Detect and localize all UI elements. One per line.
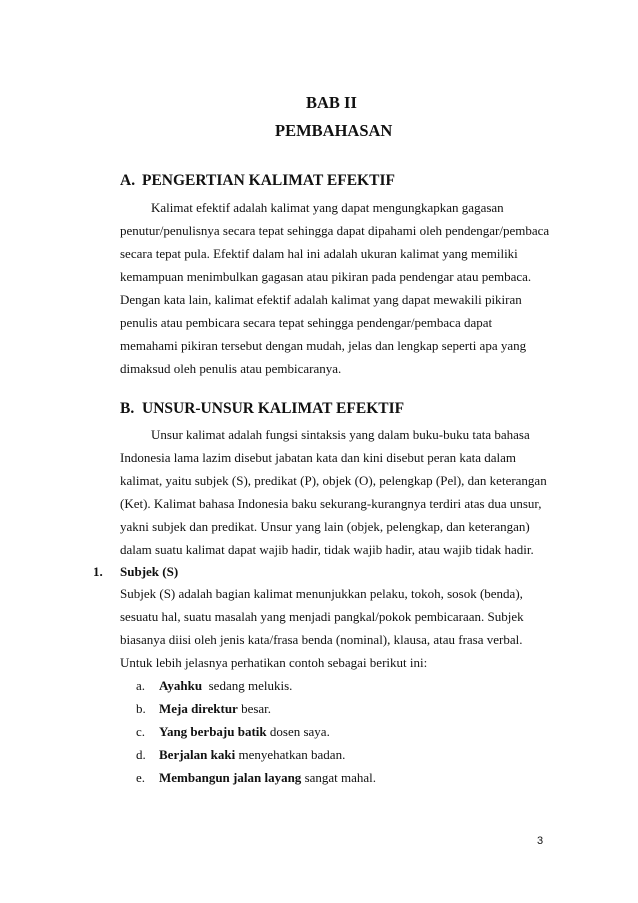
- section-b-line: (Ket). Kalimat bahasa Indonesia baku sekurang-kurangnya terdiri atas dua unsur,: [120, 496, 542, 511]
- section-a-line: Dengan kata lain, kalimat efektif adalah kalimat yang dapat mewakili pikiran: [120, 292, 522, 307]
- section-b-heading: UNSUR-UNSUR KALIMAT EFEKTIF: [142, 400, 405, 417]
- example-label: c.: [136, 724, 146, 739]
- example-rest: sedang melukis.: [202, 678, 293, 693]
- section-b-line: yakni subjek dan predikat. Unsur yang lain (objek, pelengkap, dan keterangan): [120, 519, 530, 534]
- subjek-heading: Subjek (S): [120, 564, 179, 579]
- example-rest: dosen saya.: [266, 724, 330, 739]
- subjek-line: Untuk lebih jelasnya perhatikan contoh sebagai berikut ini:: [120, 655, 428, 670]
- section-a-line: Kalimat efektif adalah kalimat yang dapat mengungkapkan gagasan: [151, 200, 504, 215]
- section-b-line: Indonesia lama lazim disebut jabatan kata dan kini disebut peran kata dalam: [120, 450, 516, 465]
- section-a-line: penulis atau pembicara secara tepat sehingga pendengar/pembaca dapat: [120, 315, 493, 330]
- section-a-label: A.: [120, 172, 136, 189]
- section-b-line: kalimat, yaitu subjek (S), predikat (P), objek (O), pelengkap (Pel), dan keterangan: [120, 473, 547, 488]
- section-a-line: memahami pikiran tersebut dengan mudah, jelas dan lengkap seperti apa yang: [120, 338, 527, 353]
- example-rest: besar.: [237, 701, 272, 716]
- example-item: [159, 678, 292, 694]
- subjek-line: biasanya diisi oleh jenis kata/frasa benda (nominal), klausa, atau frasa verbal.: [120, 632, 523, 647]
- example-subject: Membangun jalan layang: [159, 770, 302, 785]
- section-a-line: dimaksud oleh penulis atau pembicaranya.: [120, 361, 342, 376]
- section-a-line: kemampuan menimbulkan gagasan atau pikiran pada pendengar atau pembaca.: [120, 269, 532, 284]
- example-rest: sangat mahal.: [301, 770, 377, 785]
- subjek-line: sesuatu hal, suatu masalah yang menjadi pangkal/pokok pembicaraan. Subjek: [120, 609, 524, 624]
- subjek-line: Subjek (S) adalah bagian kalimat menunjukkan pelaku, tokoh, sosok (benda),: [120, 586, 523, 601]
- section-b-line: Unsur kalimat adalah fungsi sintaksis yang dalam buku-buku tata bahasa: [151, 427, 530, 442]
- example-item: [159, 701, 271, 717]
- chapter-title: PEMBAHASAN: [275, 121, 393, 140]
- example-item: [159, 747, 345, 763]
- example-subject: Ayahku: [159, 678, 203, 693]
- section-a-line: penutur/penulisnya secara tepat sehingga dapat dipahami oleh pendengar/pembaca: [120, 223, 550, 238]
- chapter-number: BAB II: [306, 93, 357, 112]
- example-subject: Berjalan kaki: [159, 747, 236, 762]
- section-b-line: dalam suatu kalimat dapat wajib hadir, tidak wajib hadir, atau wajib tidak hadir.: [120, 542, 534, 557]
- section-a-line: secara tepat pula. Efektif dalam hal ini adalah ukuran kalimat yang memiliki: [120, 246, 518, 261]
- subjek-number: 1.: [93, 564, 103, 579]
- example-item: [159, 770, 376, 786]
- example-label: e.: [136, 770, 146, 785]
- example-label: d.: [136, 747, 146, 762]
- example-subject: Yang berbaju batik: [159, 724, 267, 739]
- example-item: [159, 724, 330, 740]
- example-subject: Meja direktur: [159, 701, 238, 716]
- example-label: b.: [136, 701, 146, 716]
- example-label: a.: [136, 678, 146, 693]
- section-a-heading: PENGERTIAN KALIMAT EFEKTIF: [142, 172, 395, 189]
- page-number: 3: [537, 835, 544, 847]
- example-rest: menyehatkan badan.: [235, 747, 346, 762]
- section-b-label: B.: [120, 400, 135, 417]
